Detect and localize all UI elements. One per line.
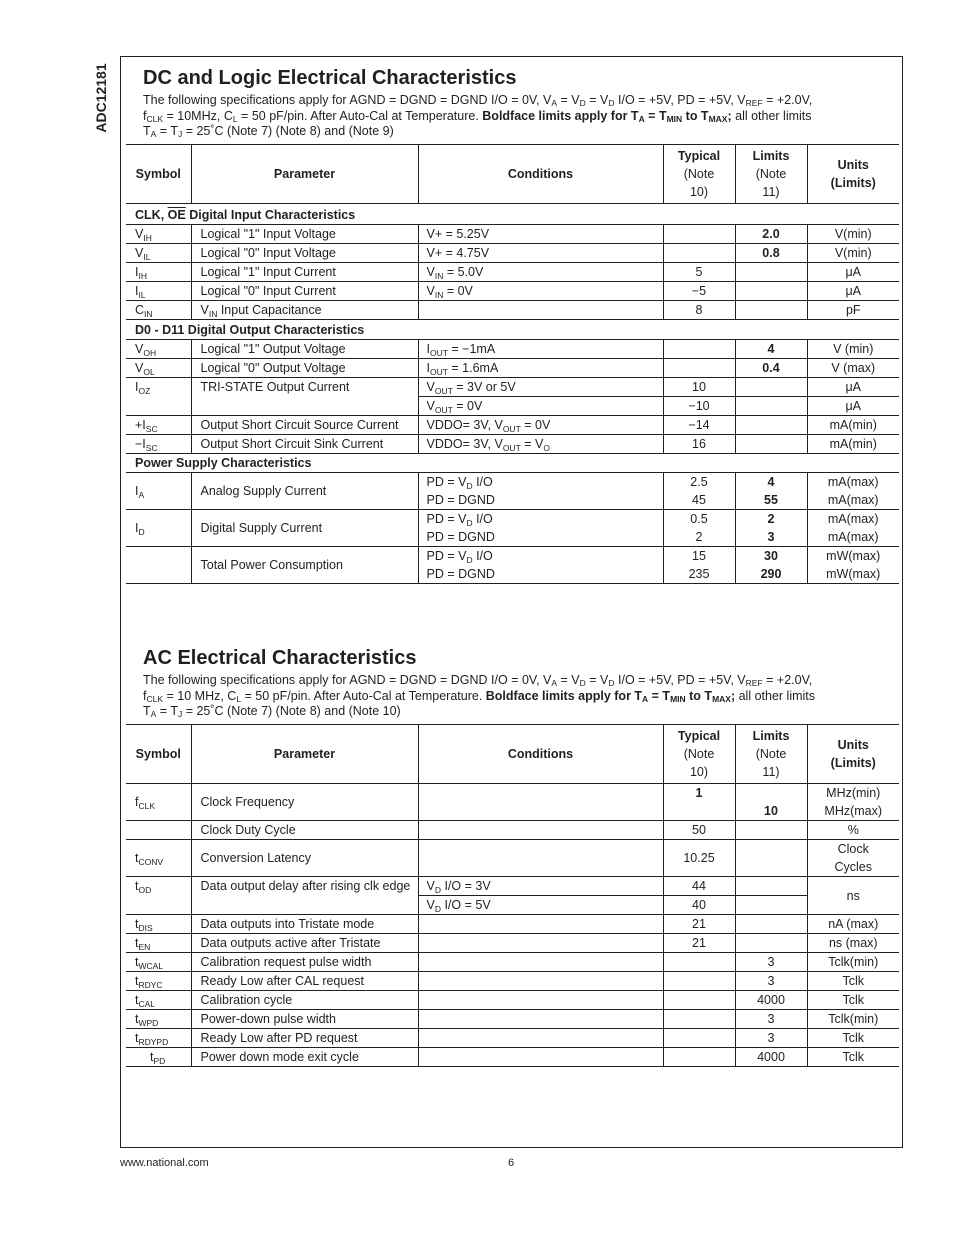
table-row: $I_D$ Digital Supply Current PD = $V_D$ I/O PD = DGND 0.5 2 2 3 mA(max) mA(max) — [126, 510, 899, 547]
header-units: Units (Limits) — [807, 725, 899, 784]
table-row: Clock Duty Cycle 50 % — [126, 821, 899, 840]
ac-characteristics-table — [126, 724, 899, 1067]
dc-characteristics-table — [126, 144, 899, 584]
header-symbol: Symbol — [126, 725, 191, 784]
table-row: $f_{CLK}$ Clock Frequency 1 10 MHz(min) MHz(max) — [126, 784, 899, 821]
ac-intro-text: The following specifications apply for AGND = DGND = DGND I/O = 0V, $V_A = V_D = V_D$ I/O = +5V, PD = +5V, $V_{REF} = +2.0V$, $f_{CLK} = 10$ MHz, $C_L = 50$ pF/pin. After Auto-Cal at Temperature. Boldface limits apply for $T_A = T_{MIN}$ to $T_{MAX}$; all other limits $T_A = T_J$ = 25˚C (Note 7) (Note 8) and (Note 10) — [143, 673, 816, 719]
table-row: $+I_{SC}$ Output Short Circuit Source Current VDDO= 3V, $V_{OUT} = 0V$ −14 mA(min) — [126, 416, 899, 435]
table-row: $C_{IN}$ $V_{IN}$ Input Capacitance 8 pF — [126, 301, 899, 320]
part-number-side-label: ADC12181 — [93, 63, 109, 133]
header-parameter: Parameter — [191, 145, 418, 204]
table-row: $V_{OL}$ Logical "0" Output Voltage $I_{OUT} = 1.6mA$ 0.4 V (max) — [126, 359, 899, 378]
header-limits: Limits (Note 11) — [735, 725, 807, 784]
table-header-row — [126, 725, 899, 784]
table-row: $t_{WCAL}$ Calibration request pulse width 3 Tclk(min) — [126, 953, 899, 972]
header-typical: Typical (Note 10) — [663, 725, 735, 784]
header-parameter: Parameter — [191, 725, 418, 784]
table-row: $V_{OH}$ Logical "1" Output Voltage $I_{OUT} = -1mA$ 4 V (min) — [126, 340, 899, 359]
table-row: $t_{RDYC}$ Ready Low after CAL request 3 Tclk — [126, 972, 899, 991]
section-row-d0: D0 - D11 Digital Output Characteristics — [126, 320, 899, 340]
page-number: 6 — [508, 1157, 515, 1169]
header-limits: Limits (Note 11) — [735, 145, 807, 204]
section-row-power: Power Supply Characteristics — [126, 454, 899, 473]
section-row-clk: CLK, $\overline{OE}$ Digital Input Characteristics — [126, 204, 899, 225]
table-row: $I_{IH}$ Logical "1" Input Current $V_{IN} = 5.0V$ 5 μA — [126, 263, 899, 282]
table-row: $t_{EN}$ Data outputs active after Tristate 21 ns (max) — [126, 934, 899, 953]
table-row: $V_{IH}$ Logical "1" Input Voltage V+ = 5.25V 2.0 V(min) — [126, 225, 899, 244]
table-row: $t_{PD}$ Power down mode exit cycle 4000 Tclk — [126, 1048, 899, 1067]
dc-intro-text: The following specifications apply for AGND = DGND = DGND I/O = 0V, $V_A = V_D = V_D$ I/O = +5V, PD = +5V, $V_{REF} = +2.0V$, $f_{CLK} = 10MHz$, $C_L = 50$ pF/pin. After Auto-Cal at Temperature. Boldface limits apply for $T_A = T_{MIN}$ to $T_{MAX}$; all other limits $T_A = T_J$ = 25˚C (Note 7) (Note 8) and (Note 9) — [143, 93, 813, 139]
table-row: $t_{WPD}$ Power-down pulse width 3 Tclk(min) — [126, 1010, 899, 1029]
header-symbol: Symbol — [126, 145, 191, 204]
footer-url: www.national.com — [120, 1157, 209, 1169]
table-row: $t_{CONV}$ Conversion Latency 10.25 Clock Cycles — [126, 840, 899, 877]
table-row: $t_{CAL}$ Calibration cycle 4000 Tclk — [126, 991, 899, 1010]
header-conditions: Conditions — [418, 145, 663, 204]
header-units: Units (Limits) — [807, 145, 899, 204]
table-row: $I_A$ Analog Supply Current PD = $V_D$ I/O PD = DGND 2.5 45 4 55 mA(max) mA(max) — [126, 473, 899, 510]
table-row: $I_{IL}$ Logical "0" Input Current $V_{IN} = 0V$ −5 μA — [126, 282, 899, 301]
table-row: $-I_{SC}$ Output Short Circuit Sink Current VDDO= 3V, $V_{OUT} = V_O$ 16 mA(min) — [126, 435, 899, 454]
table-row: $V_{IL}$ Logical "0" Input Voltage V+ = 4.75V 0.8 V(min) — [126, 244, 899, 263]
table-row: $t_{OD}$ Data output delay after rising clk edge $V_D$ I/O = 3V 44 ns — [126, 877, 899, 896]
table-row: $t_{DIS}$ Data outputs into Tristate mode 21 nA (max) — [126, 915, 899, 934]
table-row: $t_{RDYPD}$ Ready Low after PD request 3 Tclk — [126, 1029, 899, 1048]
table-row: Total Power Consumption PD = $V_D$ I/O PD = DGND 15 235 30 290 mW(max) mW(max) — [126, 547, 899, 584]
table-row: $V_D$ I/O = 5V 40 — [126, 896, 899, 915]
ac-section-title: AC Electrical Characteristics — [143, 647, 417, 669]
header-conditions: Conditions — [418, 725, 663, 784]
header-typical: Typical (Note 10) — [663, 145, 735, 204]
dc-section-title: DC and Logic Electrical Characteristics — [143, 67, 517, 89]
table-row: $I_{OZ}$ TRI-STATE Output Current $V_{OUT} = 3V$ or 5V 10 μA — [126, 378, 899, 397]
table-row: $V_{OUT} = 0V$ −10 μA — [126, 397, 899, 416]
table-header-row — [126, 145, 899, 204]
